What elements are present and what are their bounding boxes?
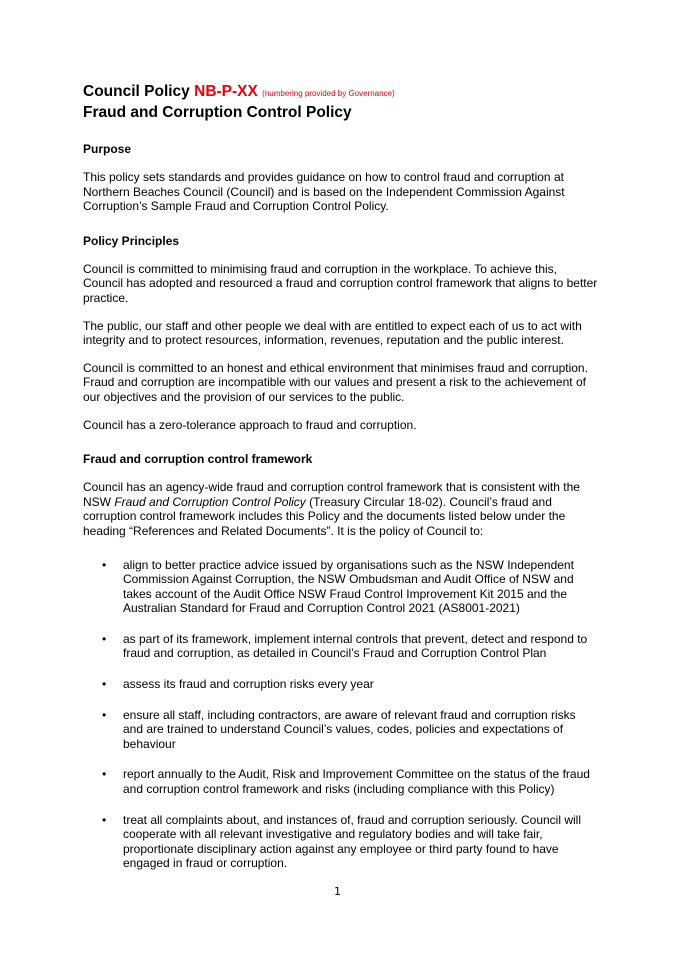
framework-heading: Fraud and corruption control framework [83,452,313,467]
framework-intro [83,480,598,538]
title-prefix: Council Policy [83,83,190,100]
principles-paragraph: Council is committed to minimising fraud and corruption in the workplace. To achieve this, Council has adopted and resourced a fraud and corruption control framework that aligns to better practice. [83,261,598,305]
list-item-text: treat all complaints about, and instances of, fraud and corruption seriously. Council will cooperate with all relevant investigative and regulatory bodies and will take fair, proportionate disciplinary action against any employee or third party found to have engaged in fraud or corruption. [123,812,582,871]
list-item-text: ensure all staff, including contractors, are aware of relevant fraud and corruption risks and are trained to understand Council’s values, codes, policies and expectations of behaviour [123,707,576,751]
list-item [83,767,598,796]
bullet-icon: • [102,557,107,572]
list-item-text: as part of its framework, implement internal controls that prevent, detect and respond to fraud and corruption, as detailed in Council’s Fraud and Corruption Control Plan [123,631,588,661]
list-item [83,708,598,752]
bullet-icon: • [102,677,107,692]
framework-intro-end: (Treasury Circular 18-02). Council’s fraud and corruption control framework includes this Policy and the documents listed below under the heading “References and Related Documents”. It is the policy of Council to: [83,494,566,538]
list-item-text: align to better practice advice issued by organisations such as the NSW Independent Commission Against Corruption, the NSW Ombudsman and Audit Office of NSW and takes account of the Audit Office NSW Fraud Control Improvement Kit 2015 and the Australian Standard for Fraud and Corruption Control 2021 (AS8001-2021) [123,557,574,616]
policy-number-line [83,82,598,103]
bullet-icon: • [102,767,107,782]
treasury-policy-title: Fraud and Corruption Control Policy [114,494,306,509]
principles-paragraph: The public, our staff and other people we deal with are entitled to expect each of us to act with integrity and to protect resources, information, revenues, reputation and the public interest. [83,318,582,348]
list-item [83,677,598,692]
principles-paragraph: Council is committed to an honest and ethical environment that minimises fraud and corruption. Fraud and corruption are incompatible with our values and present a risk to the achievement of our objectives and the provision of our services to the public. [83,360,588,404]
numbering-note: (numbering provided by Governance) [262,89,395,98]
bullet-icon: • [102,631,107,646]
list-item [83,558,598,616]
framework-intro-start: Council has an agency-wide fraud and corruption control framework that is consistent with the NSW [83,480,580,509]
purpose-text: This policy sets standards and provides guidance on how to control fraud and corruption at Northern Beaches Council (Council) and is based on the Independent Commission Against Corruption’s Sample Fraud and Corruption Control Policy. [83,170,565,214]
document-title: Fraud and Corruption Control Policy [83,104,352,121]
bullet-icon: • [102,812,107,827]
bullet-icon: • [102,707,107,722]
policy-code: NB-P-XX [194,83,258,100]
principles-heading: Policy Principles [83,233,180,248]
principles-paragraph: Council has a zero-tolerance approach to fraud and corruption. [83,417,417,432]
purpose-heading: Purpose [83,142,132,156]
list-item-text: report annually to the Audit, Risk and Improvement Committee on the status of the fraud and corruption control framework and risks (including compliance with this Policy) [123,767,590,797]
list-item [83,813,598,871]
page-number: 1 [334,885,341,898]
document-page [83,82,598,887]
list-item-text: assess its fraud and corruption risks every year [123,677,374,692]
list-item [83,632,598,661]
framework-list [83,558,598,872]
